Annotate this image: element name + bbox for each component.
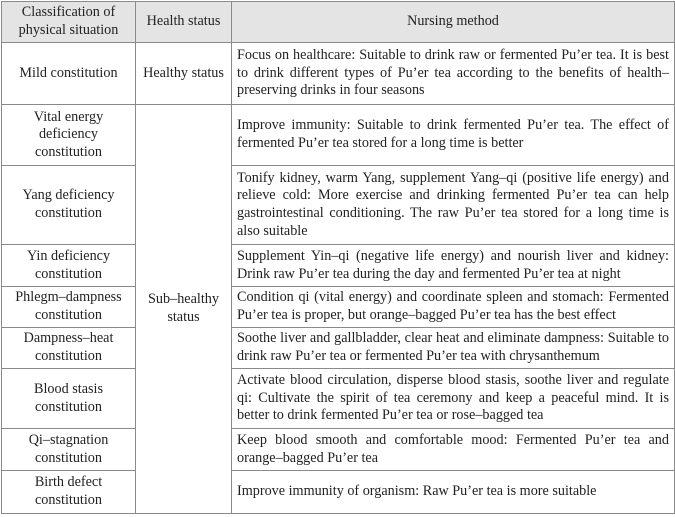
table-row — [2, 369, 675, 429]
header-row — [2, 2, 675, 43]
classification-cell: Dampness–heat constitution — [2, 328, 136, 369]
classification-cell: Vital energy deficiency constitution — [2, 105, 136, 166]
table-row — [2, 429, 675, 471]
table-row — [2, 105, 675, 166]
classification-cell: Phlegm–dampness constitution — [2, 287, 136, 328]
nursing-cell: Tonify kidney, warm Yang, supplement Yang–qi (positive life energy) and relieve cold: More exercise and drinking fermented Pu’er tea can help gastrointestinal conditioning. The raw Pu’er tea stored for a long time is also suitable — [232, 166, 675, 245]
classification-cell: Blood stasis constitution — [2, 369, 136, 429]
table-row — [2, 245, 675, 287]
table-row — [2, 471, 675, 514]
nursing-cell: Improve immunity: Suitable to drink fermented Pu’er tea. The effect of fermented Pu’er tea stored for a long time is better — [232, 105, 675, 166]
header-classification: Classification of physical situation — [2, 2, 136, 43]
classification-cell: Birth defect constitution — [2, 471, 136, 514]
nursing-cell: Activate blood circulation, disperse blood stasis, soothe liver and regulate qi: Cultivate the spirit of tea ceremony and keep a peaceful mind. It is better to drink fermented Pu’er tea or rose–bagged tea — [232, 369, 675, 429]
classification-cell: Qi–stagnation constitution — [2, 429, 136, 471]
nursing-cell: Supplement Yin–qi (negative life energy) and nourish liver and kidney: Drink raw Pu’er tea during the day and fermented Pu’er tea at night — [232, 245, 675, 287]
constitution-table-container — [1, 1, 674, 514]
health-status-cell: Healthy status — [136, 43, 232, 105]
table-row — [2, 328, 675, 369]
nursing-cell: Keep blood smooth and comfortable mood: Fermented Pu’er tea and orange–bagged Pu’er tea — [232, 429, 675, 471]
table-row — [2, 43, 675, 105]
classification-cell: Mild constitution — [2, 43, 136, 105]
table-row — [2, 287, 675, 328]
nursing-cell: Focus on healthcare: Suitable to drink raw or fermented Pu’er tea. It is best to drink different types of Pu’er tea according to the benefits of health–preserving drinks in four seasons — [232, 43, 675, 105]
header-nursing-method: Nursing method — [232, 2, 675, 43]
nursing-cell: Soothe liver and gallbladder, clear heat and eliminate dampness: Suitable to drink raw Pu’er tea or fermented Pu’er tea with chrysanthemum — [232, 328, 675, 369]
table-row — [2, 166, 675, 245]
nursing-cell: Improve immunity of organism: Raw Pu’er tea is more suitable — [232, 471, 675, 514]
header-health-status: Health status — [136, 2, 232, 43]
classification-cell: Yin deficiency constitution — [2, 245, 136, 287]
classification-cell: Yang deficiency constitution — [2, 166, 136, 245]
health-status-cell: Sub–healthy status — [136, 105, 232, 514]
constitution-nursing-table — [1, 1, 675, 514]
nursing-cell: Condition qi (vital energy) and coordinate spleen and stomach: Fermented Pu’er tea is proper, but orange–bagged Pu’er tea has the best effect — [232, 287, 675, 328]
